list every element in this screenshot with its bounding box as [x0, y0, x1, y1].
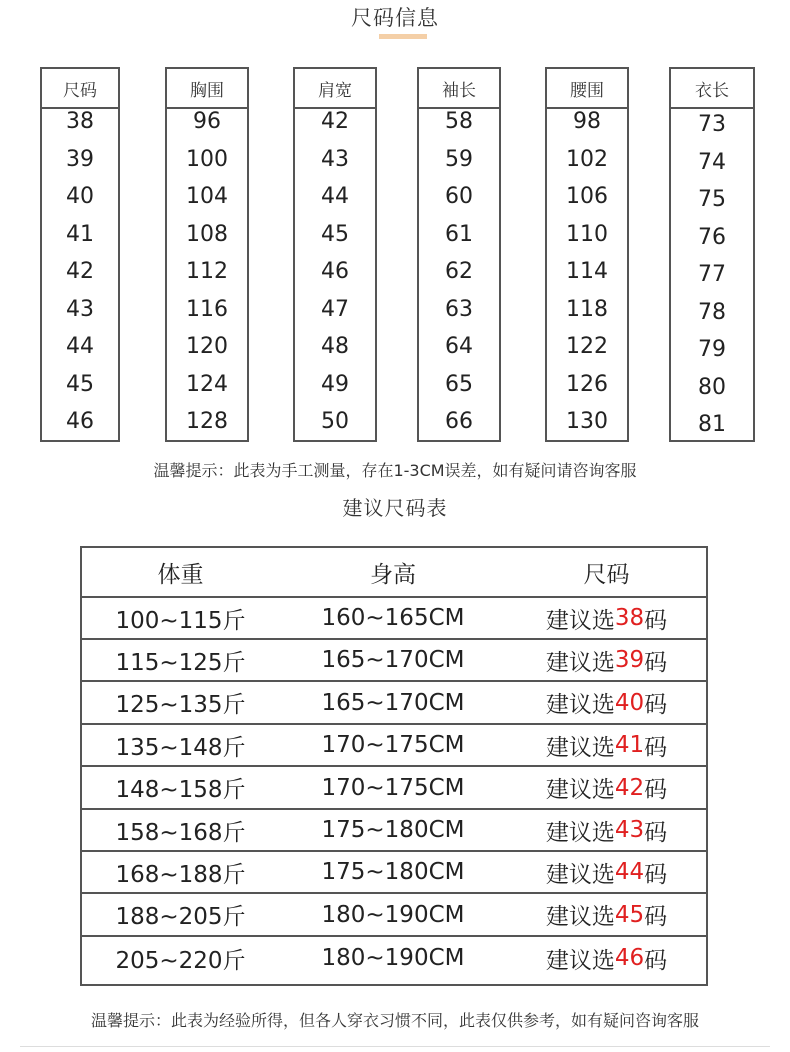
- size-prefix: 建议选: [545, 649, 615, 676]
- size-col-values: [419, 109, 499, 440]
- weight-cell: 135~148斤: [115, 734, 246, 761]
- weight-cell: 205~220斤: [115, 947, 246, 974]
- recommend-row: [82, 852, 706, 894]
- size-col-value: 44: [321, 184, 349, 209]
- recommend-row: [82, 810, 706, 852]
- recommend-title: 建议尺码表: [342, 496, 448, 520]
- size-col-value: 73: [698, 112, 726, 137]
- size-col-value: 78: [698, 299, 726, 325]
- size-col-value: 40: [66, 184, 94, 209]
- size-number: 41: [614, 732, 645, 759]
- size-prefix: 建议选: [545, 819, 615, 846]
- size-col-value: 77: [698, 262, 726, 287]
- size-col-value: 128: [186, 409, 228, 434]
- size-number: 44: [614, 859, 645, 886]
- weight-cell: 188~205斤: [115, 904, 246, 931]
- size-prefix: 建议选: [545, 904, 615, 931]
- size-col-header: 袖长: [419, 69, 499, 109]
- size-col-value: 76: [698, 224, 726, 250]
- size-col-value: 46: [66, 409, 94, 434]
- size-col-value: 44: [66, 334, 94, 359]
- size-col-size: [40, 67, 120, 442]
- recommend-row: [82, 683, 706, 725]
- size-col-values: [167, 109, 247, 440]
- size-col-value: 122: [566, 334, 608, 359]
- recommend-note: 温馨提示：此表为经验所得，但各人穿衣习惯不同，此表仅供参考，如有疑问咨询客服: [90, 1011, 699, 1030]
- size-info-title: 尺码信息: [351, 6, 439, 30]
- height-cell: 165~170CM: [321, 647, 465, 674]
- size-col-value: 102: [566, 146, 608, 172]
- size-col-value: 104: [186, 184, 228, 209]
- size-cell: [507, 725, 706, 765]
- size-prefix: 建议选: [545, 734, 615, 761]
- size-cell: [507, 768, 706, 808]
- size-cell: [507, 683, 706, 723]
- size-col-value: 50: [321, 409, 349, 434]
- size-col-values: [42, 109, 118, 440]
- size-number: 46: [614, 945, 645, 972]
- size-col-value: 49: [321, 371, 349, 397]
- weight-cell: 148~158斤: [115, 777, 246, 804]
- size-col-value: 96: [193, 109, 221, 134]
- size-col-header: 肩宽: [295, 69, 375, 109]
- weight-cell: 115~125斤: [115, 649, 246, 676]
- size-col-value: 126: [566, 371, 608, 397]
- size-col-value: 130: [566, 409, 608, 434]
- weight-cell: 158~168斤: [115, 819, 246, 846]
- height-cell: 170~175CM: [321, 732, 465, 759]
- size-col-value: 58: [445, 109, 473, 134]
- size-col-value: 61: [445, 221, 473, 247]
- recommend-row: [82, 640, 706, 682]
- header-weight: 体重: [157, 561, 204, 588]
- size-cell: [507, 810, 706, 850]
- size-col-value: 62: [445, 259, 473, 284]
- size-prefix: 建议选: [545, 777, 615, 804]
- size-col-value: 47: [321, 296, 349, 322]
- size-cell: [507, 640, 706, 680]
- size-col-value: 120: [186, 334, 228, 359]
- size-number: 43: [614, 817, 645, 843]
- size-prefix: 建议选: [545, 861, 615, 888]
- size-suffix: 码: [644, 692, 668, 719]
- recommend-table: [80, 546, 708, 986]
- header-size: 尺码: [583, 561, 630, 588]
- size-suffix: 码: [644, 777, 668, 804]
- size-col-value: 42: [321, 109, 349, 134]
- height-cell: 180~190CM: [321, 901, 465, 928]
- size-col-value: 45: [321, 221, 349, 247]
- size-col-header: 尺码: [42, 69, 118, 109]
- size-info-title-underline: [379, 34, 427, 39]
- size-col-values: [547, 109, 627, 440]
- size-col-value: 63: [445, 296, 473, 322]
- size-number: 40: [614, 689, 645, 716]
- size-suffix: 码: [644, 904, 668, 931]
- recommend-row: [82, 937, 706, 979]
- size-col-shoulder: [293, 67, 377, 442]
- size-col-sleeve: [417, 67, 501, 442]
- size-cell: [507, 598, 706, 638]
- size-col-value: 112: [186, 259, 228, 284]
- size-col-value: 79: [698, 337, 726, 362]
- size-col-value: 66: [445, 409, 473, 434]
- size-prefix: 建议选: [545, 607, 615, 634]
- size-col-length: [669, 67, 755, 442]
- footer-divider: [20, 1046, 770, 1047]
- size-suffix: 码: [644, 734, 668, 761]
- size-col-value: 46: [321, 259, 349, 284]
- size-prefix: 建议选: [545, 692, 615, 719]
- size-col-value: 110: [566, 221, 608, 247]
- size-col-value: 45: [66, 371, 94, 397]
- size-col-value: 41: [66, 221, 94, 247]
- size-col-value: 48: [321, 334, 349, 359]
- size-cell: [507, 895, 706, 935]
- size-number: 45: [614, 901, 645, 928]
- size-col-value: 59: [445, 146, 473, 172]
- size-col-value: 65: [445, 371, 473, 397]
- size-col-value: 43: [66, 296, 94, 322]
- weight-cell: 125~135斤: [115, 692, 246, 719]
- size-suffix: 码: [644, 947, 668, 974]
- weight-cell: 168~188斤: [115, 861, 246, 888]
- size-col-value: 80: [698, 374, 726, 400]
- size-number: 39: [614, 647, 645, 674]
- weight-cell: 100~115斤: [115, 607, 246, 634]
- size-col-value: 43: [321, 146, 349, 172]
- size-col-value: 81: [698, 412, 726, 437]
- size-col-value: 60: [445, 184, 473, 209]
- size-col-value: 64: [445, 334, 473, 359]
- size-col-value: 108: [186, 221, 228, 247]
- size-col-value: 118: [566, 296, 608, 322]
- recommend-row: [82, 768, 706, 810]
- size-col-header: 胸围: [167, 69, 247, 109]
- size-col-value: 39: [66, 146, 94, 172]
- size-col-waist: [545, 67, 629, 442]
- size-col-value: 75: [698, 187, 726, 212]
- size-col-value: 114: [566, 259, 608, 284]
- size-suffix: 码: [644, 819, 668, 846]
- size-suffix: 码: [644, 861, 668, 888]
- size-col-value: 100: [186, 146, 228, 172]
- height-cell: 170~175CM: [321, 774, 465, 801]
- size-col-header: 衣长: [671, 69, 753, 109]
- recommend-row: [82, 598, 706, 640]
- height-cell: 175~180CM: [321, 817, 465, 843]
- size-col-value: 42: [66, 259, 94, 284]
- header-height: 身高: [370, 561, 416, 588]
- size-cell: [507, 852, 706, 892]
- height-cell: 175~180CM: [321, 859, 465, 886]
- size-suffix: 码: [644, 649, 668, 676]
- size-info-note: 温馨提示：此表为手工测量，存在1-3CM误差，如有疑问请咨询客服: [153, 461, 637, 480]
- recommend-row: [82, 725, 706, 767]
- size-col-value: 38: [66, 109, 94, 134]
- recommend-header-row: [82, 548, 706, 598]
- size-prefix: 建议选: [545, 947, 615, 974]
- size-col-value: 124: [186, 371, 228, 397]
- height-cell: 165~170CM: [321, 689, 465, 716]
- size-col-value: 74: [698, 149, 726, 175]
- size-col-values: [295, 109, 375, 440]
- size-cell: [507, 937, 706, 979]
- recommend-row: [82, 895, 706, 937]
- height-cell: 160~165CM: [321, 605, 465, 631]
- size-suffix: 码: [644, 607, 668, 634]
- size-number: 38: [614, 605, 645, 631]
- size-col-value: 98: [573, 109, 601, 134]
- size-col-header: 腰围: [547, 69, 627, 109]
- size-col-value: 106: [566, 184, 608, 209]
- size-number: 42: [614, 774, 645, 801]
- height-cell: 180~190CM: [321, 945, 465, 972]
- size-col-chest: [165, 67, 249, 442]
- size-col-value: 116: [186, 296, 228, 322]
- size-col-values: [671, 109, 753, 440]
